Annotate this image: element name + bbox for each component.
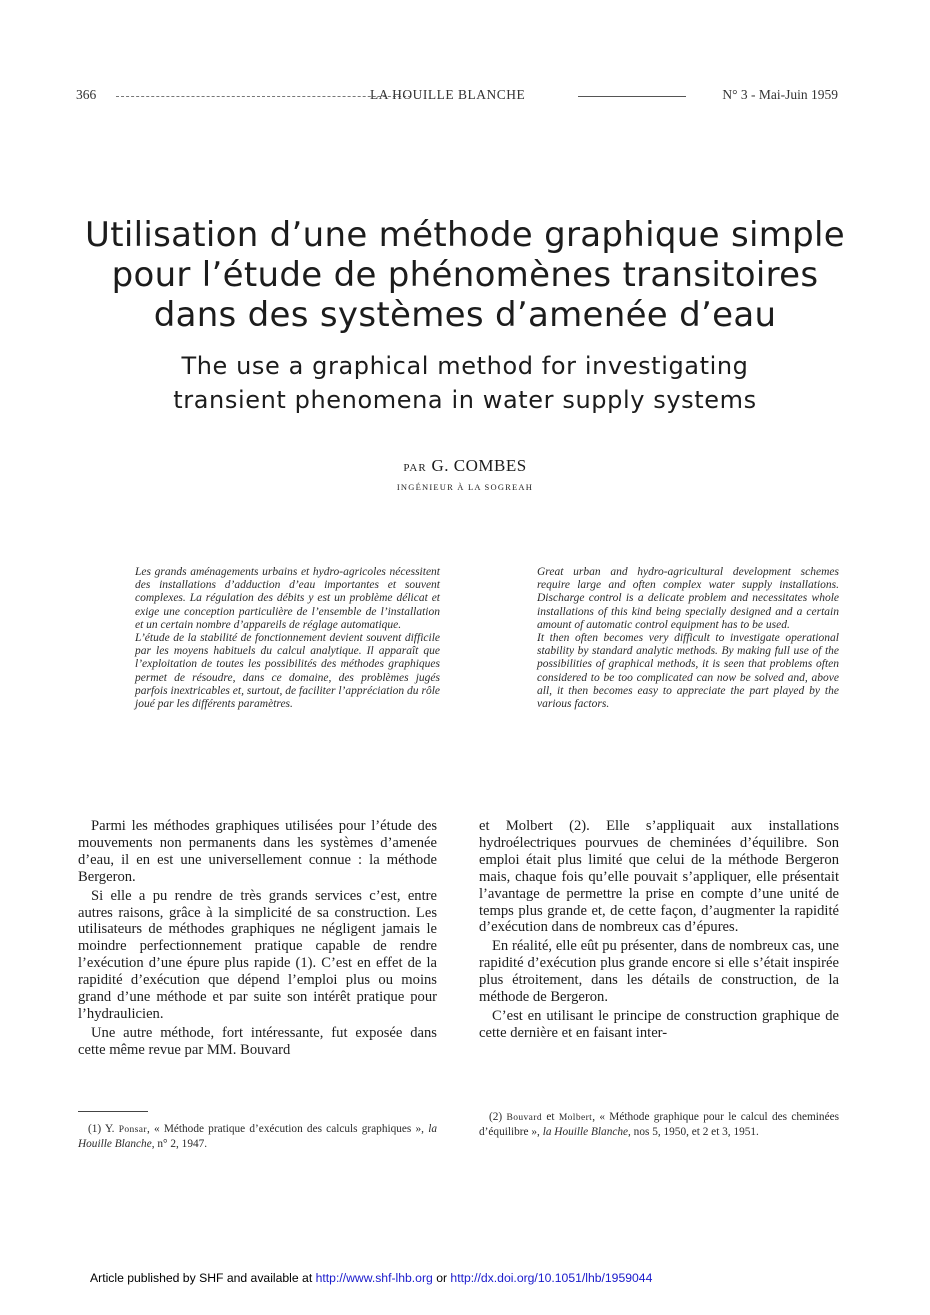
body-paragraph: et Molbert (2). Elle s’appliquait aux installations hydroélectriques pourvues de cheminées d’équilibre. Son emploi était plus limité que celui de la méthode Bergeron mais, chaque fois qu’elle pouvait s’appliquer, elle présentait l’avantage de permettre la prise en compte d’une unité de temps plus grande et, de cette façon, d’augmenter la rapidité d’exécution dans de nombreux cas d’épures. — [479, 818, 839, 936]
footnote-ref: , nos 5, 1950, et 2 et 3, 1951. — [628, 1125, 759, 1138]
title-fr-line: dans des systèmes d’amenée d’eau — [153, 295, 777, 335]
abstract-english — [537, 566, 839, 711]
body-column-left — [78, 818, 437, 1061]
title-block — [40, 215, 890, 417]
footer-or: or — [436, 1271, 448, 1285]
author-line — [0, 456, 930, 476]
footnote-number: (1) Y. — [88, 1123, 115, 1135]
footnote-ref: , n° 2, 1947. — [151, 1137, 208, 1150]
abstract-french — [135, 566, 440, 711]
abstract-paragraph: Les grands aménagements urbains et hydro-agricoles nécessitent des installations d’adduction d’eau importantes et souvent complexes. La régulation des débits y est un problème délicat et exige une conception particulière de l’ensemble de l’installation et un certain nombre d’appareils de réglage automatique. — [135, 566, 440, 631]
footnote-et: et — [546, 1111, 555, 1123]
abstract-paragraph: L’étude de la stabilité de fonctionnement devient souvent difficile par les moyens habituels du calcul analytique. Il apparaît que l’exploitation de toutes les possibilités des méthodes graphiques permet de résoudre, dans ce domaine, des problèmes jugés parfois inextricables et, surtout, de faciliter l’appréciation du rôle joué par les différents paramètres. — [135, 632, 440, 711]
par-label: PAR — [403, 462, 427, 474]
body-column-right — [479, 818, 839, 1044]
body-paragraph: Parmi les méthodes graphiques utilisées pour l’étude des mouvements non permanents dans les systèmes d’amenée d’eau, il en est une universellement connue : la méthode Bergeron. — [78, 818, 437, 885]
footnote-text: , « Méthode pratique d’exécution des calculs graphiques », — [146, 1123, 424, 1135]
article-footer — [90, 1271, 652, 1285]
footnote-author: Molbert — [558, 1113, 593, 1123]
title-en-line: transient phenomena in water supply systems — [173, 386, 757, 414]
footnote-journal: la Houille Blanche — [542, 1125, 629, 1138]
footnote-2 — [479, 1111, 839, 1139]
byline — [0, 456, 930, 492]
body-paragraph: Si elle a pu rendre de très grands services c’est, entre autres raisons, grâce à la simplicité de sa construction. Les utilisateurs de méthodes graphiques ne négligent jamais le moindre perfectionnement pratique capable de rendre l’exécution d’une épure plus rapide (1). C’est en effet de la rapidité d’exécution que dépend l’emploi plus ou moins grand d’une méthode et par suite son intérêt pratique pour l’hydraulicien. — [78, 887, 437, 1022]
author-affiliation: INGÉNIEUR À LA SOGREAH — [396, 482, 534, 492]
header-rule-left — [116, 96, 411, 97]
footnote-text: , « Méthode graphique pour le calcul des cheminées d’équilibre », — [479, 1111, 840, 1138]
title-english — [40, 349, 890, 417]
title-french — [40, 215, 890, 335]
footer-link-doi[interactable]: http://dx.doi.org/10.1051/lhb/1959044 — [450, 1271, 653, 1285]
title-fr-line: Utilisation d’une méthode graphique simple — [85, 215, 845, 255]
author-name: G. COMBES — [431, 456, 527, 475]
issue-number: N° 3 - Mai-Juin 1959 — [722, 87, 838, 102]
abstract-paragraph: Great urban and hydro-agricultural development schemes require large and often complex water supply installations. Discharge control is a delicate problem and necessitates whole installations of this kind being specially designed and a certain amount of automatic control equipment has to be used. — [537, 566, 839, 631]
footnote-1 — [78, 1123, 437, 1151]
footer-link-shf[interactable]: http://www.shf-lhb.org — [315, 1271, 433, 1285]
abstract-paragraph: It then often becomes very difficult to investigate operational stability by standard analytic methods. By making full use of the possibilities of graphical methods, it is seen that problems often considered to be too complicated can now be solved and, above all, it then becomes easy to appreciate the part played by the various factors. — [537, 632, 839, 711]
page-number: 366 — [76, 87, 97, 102]
body-paragraph: Une autre méthode, fort intéressante, fut exposée dans cette même revue par MM. Bouvard — [78, 1024, 437, 1058]
journal-name: LA HOUILLE BLANCHE — [370, 87, 526, 102]
footnote-author: Bouvard — [506, 1113, 543, 1123]
footnote-number: (2) — [489, 1111, 503, 1123]
footnote-journal: la Houille Blanche — [78, 1123, 437, 1150]
running-head — [76, 87, 838, 105]
body-paragraph: C’est en utilisant le principe de construction graphique de cette dernière et en faisant inter- — [479, 1007, 839, 1041]
header-rule-right — [578, 96, 686, 97]
footnote-author: Ponsar — [118, 1125, 147, 1135]
title-fr-line: pour l’étude de phénomènes transitoires — [111, 255, 819, 295]
body-paragraph: En réalité, elle eût pu présenter, dans de nombreux cas, une rapidité d’exécution plus grande encore si elle s’était inspirée plus étroitement, dans les détails de construction, de la méthode de Bergeron. — [479, 938, 839, 1006]
title-en-line: The use a graphical method for investigating — [181, 352, 749, 380]
footer-prefix: Article published by SHF and available at — [90, 1271, 313, 1285]
footnote-rule — [78, 1111, 148, 1112]
